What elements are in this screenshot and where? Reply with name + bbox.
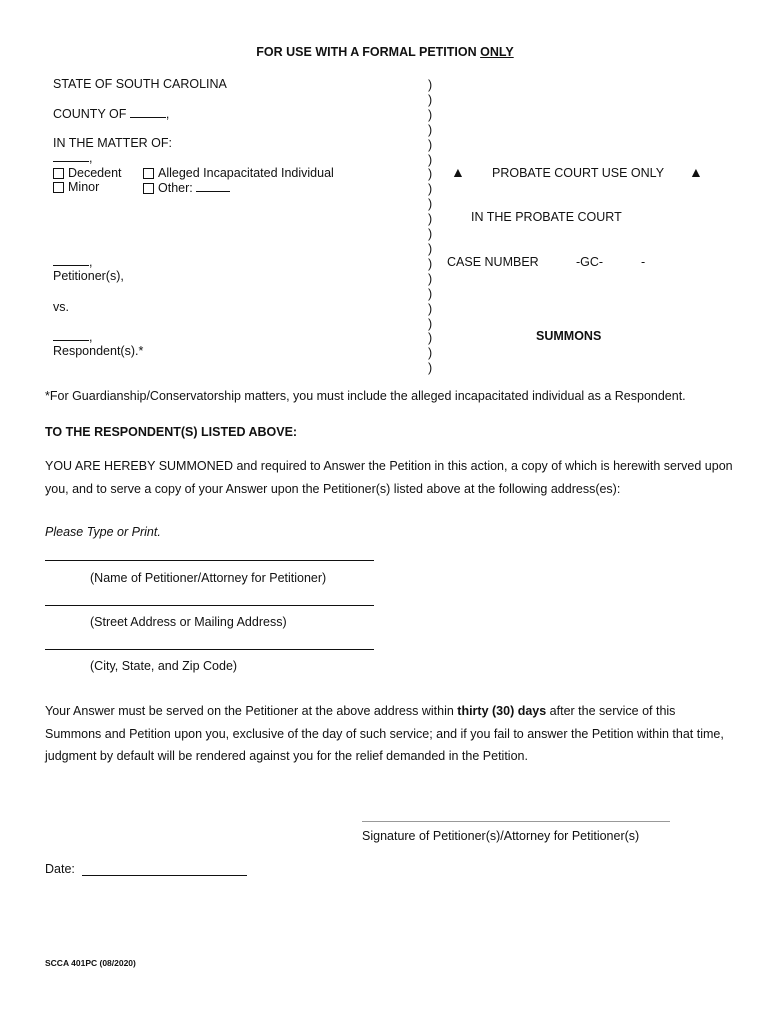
guardianship-notice: *For Guardianship/Conservatorship matters, you must include the alleged incapacitated individual as a Respondent. <box>45 389 686 403</box>
caption-divider <box>428 78 432 376</box>
petitioner-label: Petitioner(s), <box>53 269 124 283</box>
summons-paragraph: YOU ARE HEREBY SUMMONED and required to Answer the Petition in this action, a copy of which is herewith served upon you, and to serve a copy of your Answer upon the Petitioner(s) listed above at the following address(es): <box>45 459 733 496</box>
paren: ) <box>428 361 433 376</box>
matter-field[interactable] <box>53 150 89 162</box>
minor-label: Minor <box>68 180 100 194</box>
probate-use-only: PROBATE COURT USE ONLY <box>492 166 665 180</box>
respondent-suffix: , <box>89 330 93 344</box>
form-id: SCCA 401PC (08/2020) <box>45 958 136 968</box>
state-label: STATE OF SOUTH CAROLINA <box>53 77 227 91</box>
answer-paragraph <box>45 700 735 768</box>
paren: ) <box>428 197 433 212</box>
option-decedent[interactable] <box>53 166 122 180</box>
option-other[interactable] <box>143 180 230 195</box>
paren: ) <box>428 316 433 331</box>
case-number-label: CASE NUMBER <box>447 255 539 269</box>
paren: ) <box>428 152 433 167</box>
vs-label: vs. <box>53 300 69 314</box>
paren: ) <box>428 256 433 271</box>
form-title-text: FOR USE WITH A FORMAL PETITION <box>256 45 481 59</box>
option-minor[interactable] <box>53 180 99 194</box>
paren: ) <box>428 301 433 316</box>
respondent-field[interactable] <box>53 329 89 341</box>
summons-title: SUMMONS <box>536 329 602 343</box>
answer-deadline: thirty (30) days <box>457 704 547 718</box>
triangle-up-icon: ▲ <box>451 164 465 180</box>
form-title <box>0 45 770 59</box>
street-line[interactable] <box>45 605 374 606</box>
paren: ) <box>428 271 433 286</box>
county-suffix: , <box>165 107 170 121</box>
city-line[interactable] <box>45 649 374 650</box>
petitioner-suffix: , <box>89 255 93 269</box>
to-respondent-heading: TO THE RESPONDENT(S) LISTED ABOVE: <box>45 425 298 439</box>
triangle-up-icon: ▲ <box>689 164 703 180</box>
minor-checkbox[interactable] <box>53 182 64 193</box>
paren: ) <box>428 212 433 227</box>
paren: ) <box>428 78 433 92</box>
street-caption: (Street Address or Mailing Address) <box>90 615 287 629</box>
city-caption: (City, State, and Zip Code) <box>90 659 238 673</box>
paren: ) <box>428 346 433 361</box>
other-field[interactable] <box>196 180 230 192</box>
type-print-note: Please Type or Print. <box>45 525 161 539</box>
other-checkbox[interactable] <box>143 183 154 194</box>
respondent-name-row <box>53 329 92 344</box>
county-label: COUNTY OF <box>53 107 127 121</box>
in-probate-court: IN THE PROBATE COURT <box>471 210 622 224</box>
option-alleged[interactable] <box>143 166 334 180</box>
paren: ) <box>428 241 433 256</box>
respondent-label: Respondent(s).* <box>53 344 144 358</box>
alleged-label: Alleged Incapacitated Individual <box>158 166 334 180</box>
date-label: Date: <box>45 862 75 876</box>
date-field[interactable] <box>82 875 247 876</box>
form-title-only: ONLY <box>480 45 514 59</box>
case-number-gc: -GC- <box>576 255 604 269</box>
paren: ) <box>428 92 433 107</box>
petitioner-name-row <box>53 254 92 269</box>
name-line[interactable] <box>45 560 374 561</box>
alleged-checkbox[interactable] <box>143 168 154 179</box>
matter-row <box>53 150 92 165</box>
answer-text-1: Your Answer must be served on the Petitioner at the above address within <box>45 704 458 718</box>
paren: ) <box>428 331 433 346</box>
paren: ) <box>428 107 433 122</box>
matter-label: IN THE MATTER OF: <box>53 136 172 150</box>
paren: ) <box>428 182 433 197</box>
name-caption: (Name of Petitioner/Attorney for Petitioner) <box>90 571 327 585</box>
other-label: Other: <box>158 181 193 195</box>
paren: ) <box>428 137 433 152</box>
county-field[interactable] <box>130 106 166 118</box>
paren: ) <box>428 227 433 242</box>
decedent-label: Decedent <box>68 166 122 180</box>
petitioner-field[interactable] <box>53 254 89 266</box>
signature-line[interactable] <box>362 821 670 822</box>
paren: ) <box>428 122 433 137</box>
decedent-checkbox[interactable] <box>53 168 64 179</box>
case-number-dash: - <box>641 255 646 269</box>
signature-caption: Signature of Petitioner(s)/Attorney for Petitioner(s) <box>362 829 640 843</box>
paren: ) <box>428 167 433 182</box>
paren: ) <box>428 286 433 301</box>
matter-suffix: , <box>89 151 93 165</box>
county-row <box>53 106 169 121</box>
answer-text-2: after the service of this Summons and Petition upon you, exclusive of the day of such service; and if you fail to answer the Petition within that time, judgment by default will be rendered against you for the relief demanded in the Petition. <box>45 704 724 763</box>
